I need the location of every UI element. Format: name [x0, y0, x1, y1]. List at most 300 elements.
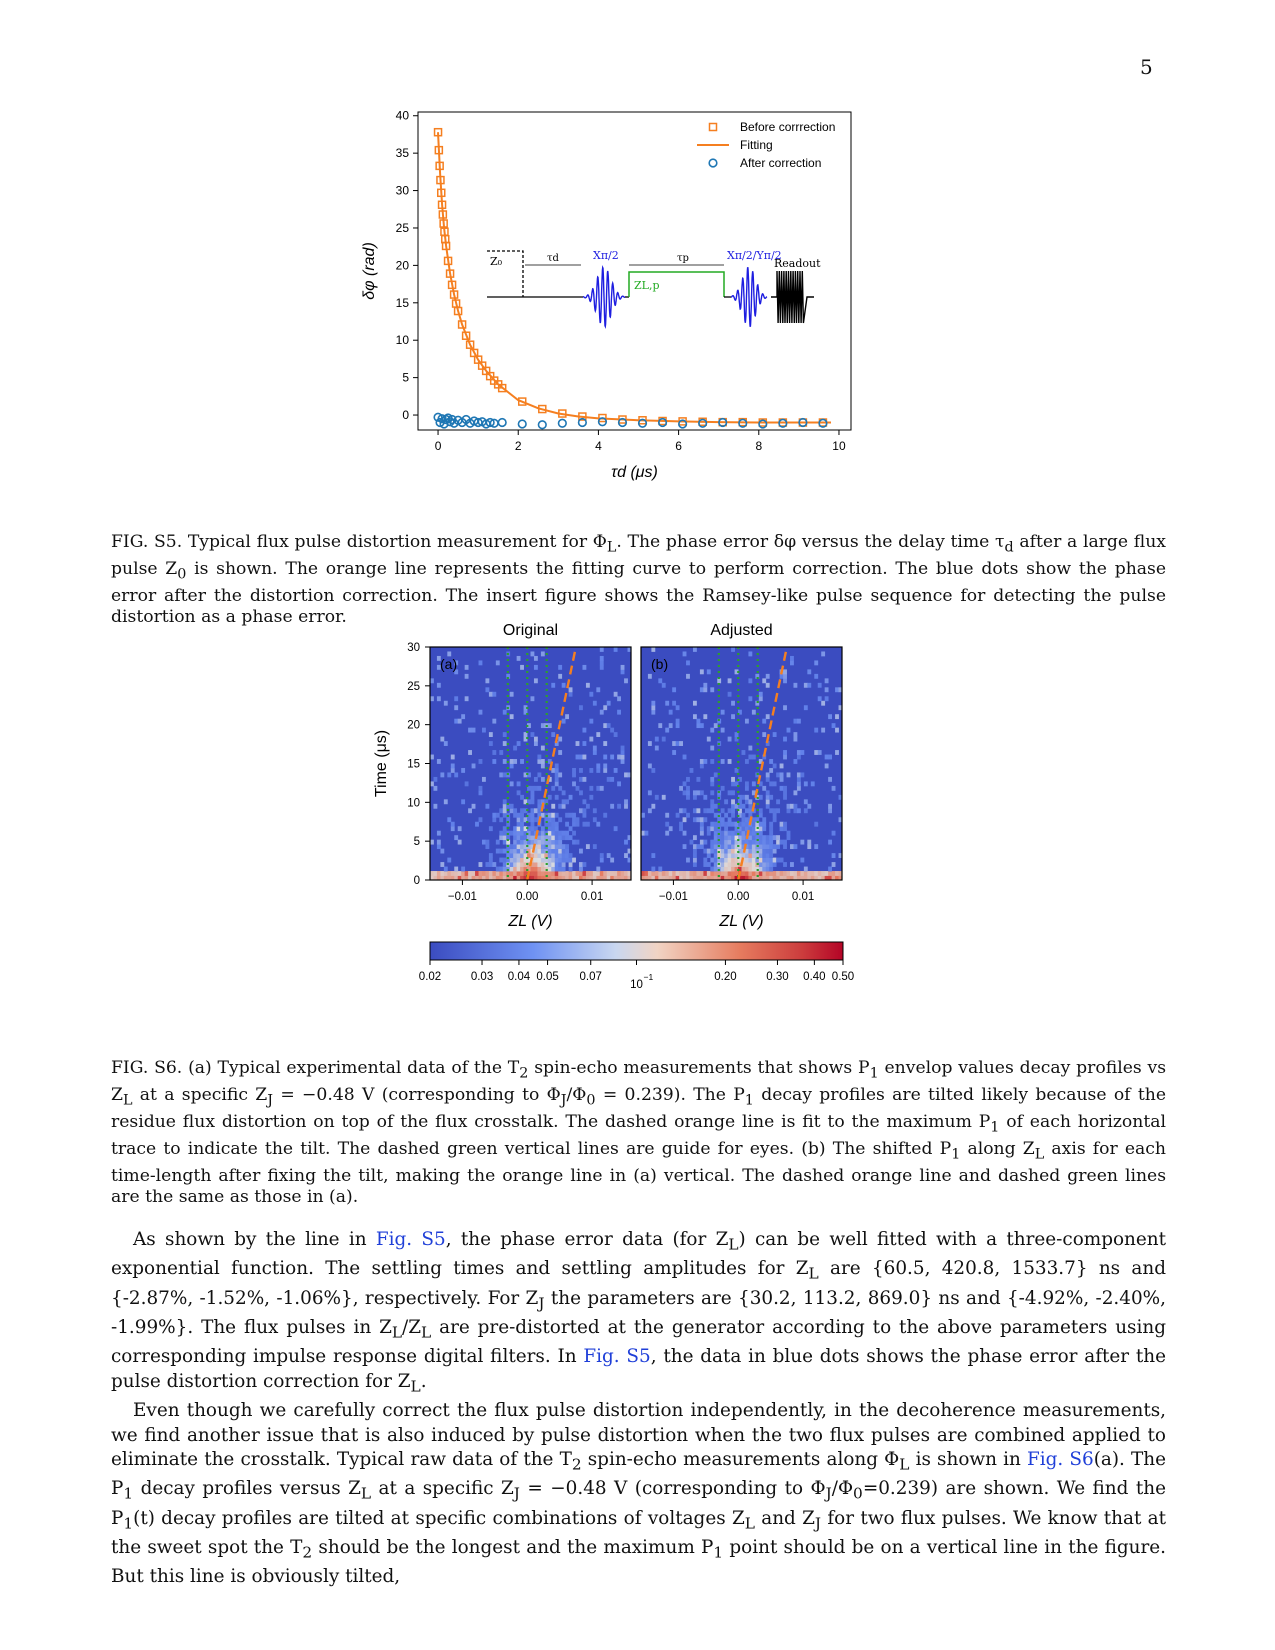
s6-heatmap-cell: [707, 826, 711, 831]
s6-panel-title: Original: [502, 622, 559, 639]
s6-heatmap-cell: [773, 808, 777, 813]
s6-heatmap-cell: [579, 862, 583, 867]
s6-heatmap-cell: [721, 835, 725, 840]
s6-heatmap-cell: [700, 723, 704, 728]
s6-heatmap-cell: [703, 849, 707, 854]
s6-heatmap-cell: [731, 835, 735, 840]
s6-heatmap-cell: [537, 849, 541, 854]
s6-heatmap-cell: [513, 862, 517, 867]
s6-heatmap-cell: [776, 844, 780, 849]
s6-heatmap-cell: [759, 867, 763, 872]
s6-heatmap-cell: [610, 858, 614, 863]
s6-heatmap-cell: [665, 701, 669, 706]
s6-heatmap-cell: [541, 844, 545, 849]
s6-cbar-tick-label: 0.04: [507, 971, 531, 983]
s6-heatmap-cell: [683, 844, 687, 849]
s6-heatmap-cell: [742, 817, 746, 822]
s6-heatmap-cell: [517, 790, 521, 795]
s6-heatmap-cell: [433, 777, 437, 782]
s6-heatmap-cell: [662, 871, 666, 876]
s6-heatmap-cell: [558, 835, 562, 840]
s6-heatmap-cell: [728, 759, 732, 764]
s6-heatmap-cell: [503, 804, 507, 809]
s6-heatmap-cell: [731, 813, 735, 818]
s6-heatmap-cell: [835, 871, 839, 876]
s6-heatmap-cell: [818, 750, 822, 755]
s6-heatmap-cell: [693, 871, 697, 876]
s6-heatmap-cell: [548, 795, 552, 800]
s6-heatmap-cell: [451, 826, 455, 831]
s6-heatmap-cell: [832, 853, 836, 858]
s6-heatmap-cell: [531, 808, 535, 813]
s6-heatmap-cell: [703, 871, 707, 876]
s6-heatmap-cell: [582, 871, 586, 876]
s6-heatmap-cell: [569, 862, 573, 867]
s6-heatmap-cell: [510, 781, 514, 786]
s6-heatmap-cell: [548, 822, 552, 827]
s6-heatmap-cell: [558, 665, 562, 670]
s6-heatmap-cell: [558, 786, 562, 791]
s6-heatmap-cell: [696, 871, 700, 876]
s6-heatmap-cell: [548, 826, 552, 831]
s6-heatmap-cell: [721, 817, 725, 822]
s6-heatmap-cell: [807, 804, 811, 809]
s6-heatmap-cell: [728, 790, 732, 795]
s6-heatmap-cell: [787, 871, 791, 876]
s6-heatmap-cell: [686, 786, 690, 791]
s6-heatmap-cell: [589, 871, 593, 876]
s6-heatmap-cell: [555, 764, 559, 769]
s6-heatmap-cell: [783, 678, 787, 683]
fig-s5-link[interactable]: Fig. S5: [583, 1346, 651, 1368]
s6-heatmap-cell: [572, 813, 576, 818]
s6-heatmap-cell: [728, 808, 732, 813]
inset-tp: τp: [677, 253, 689, 264]
s6-heatmap-cell: [555, 844, 559, 849]
s5-ytick-label: 15: [395, 295, 409, 310]
s6-heatmap-cell: [565, 813, 569, 818]
s6-heatmap-cell: [520, 853, 524, 858]
s6-heatmap-cell: [503, 799, 507, 804]
s6-heatmap-cell: [520, 813, 524, 818]
s6-heatmap-cell: [472, 871, 476, 876]
s6-heatmap-cell: [551, 831, 555, 836]
s6-heatmap-cell: [769, 826, 773, 831]
s6-heatmap-cell: [700, 822, 704, 827]
s6-heatmap-cell: [513, 840, 517, 845]
s6-heatmap-cell: [520, 862, 524, 867]
s6-heatmap-cell: [621, 746, 625, 751]
s6-heatmap-cell: [679, 826, 683, 831]
s6-heatmap-cell: [513, 808, 517, 813]
s6-heatmap-cell: [731, 844, 735, 849]
s6-heatmap-cell: [555, 822, 559, 827]
s6-heatmap-cell: [703, 808, 707, 813]
s6-heatmap-cell: [520, 871, 524, 876]
s6-heatmap-cell: [579, 849, 583, 854]
s6-heatmap-cell: [548, 858, 552, 863]
s6-heatmap-cell: [437, 759, 441, 764]
s6-heatmap-cell: [499, 808, 503, 813]
s6-heatmap-cell: [773, 781, 777, 786]
s6-heatmap-cell: [790, 656, 794, 661]
s6-heatmap-cell: [485, 678, 489, 683]
s6-heatmap-cell: [517, 741, 521, 746]
s6-heatmap-cell: [551, 826, 555, 831]
s6-heatmap-cell: [569, 813, 573, 818]
s6-heatmap-cell: [651, 705, 655, 710]
s6-heatmap-cell: [479, 710, 483, 715]
s6-heatmap-cell: [787, 835, 791, 840]
s6-heatmap-cell: [762, 678, 766, 683]
s6-heatmap-cell: [773, 732, 777, 737]
s6-heatmap-cell: [821, 651, 825, 656]
s6-heatmap-cell: [731, 862, 735, 867]
s6-heatmap-cell: [662, 683, 666, 688]
s6-heatmap-cell: [745, 817, 749, 822]
s6-heatmap-cell: [603, 755, 607, 760]
s6-heatmap-cell: [440, 862, 444, 867]
s6-heatmap-cell: [489, 858, 493, 863]
s6-heatmap-cell: [748, 804, 752, 809]
s6-heatmap-cell: [513, 746, 517, 751]
s6-heatmap-cell: [662, 737, 666, 742]
s6-cbar-tick-label: 0.02: [418, 971, 442, 983]
s6-heatmap-cell: [558, 844, 562, 849]
s6-heatmap-cell: [475, 871, 479, 876]
s6-heatmap-cell: [710, 822, 714, 827]
s6-heatmap-cell: [617, 871, 621, 876]
s6-heatmap-cell: [624, 799, 628, 804]
s6-heatmap-cell: [534, 777, 538, 782]
s6-heatmap-cell: [783, 795, 787, 800]
s6-heatmap-cell: [492, 862, 496, 867]
s6-heatmap-cell: [589, 737, 593, 742]
s6-heatmap-cell: [703, 714, 707, 719]
s6-heatmap-cell: [748, 871, 752, 876]
s6-cbar-exponent: −1: [643, 972, 654, 982]
s6-heatmap-cell: [472, 764, 476, 769]
s6-heatmap-cell: [555, 781, 559, 786]
s6-heatmap-cell: [766, 862, 770, 867]
s6-heatmap-cell: [531, 822, 535, 827]
s6-heatmap-cell: [676, 871, 680, 876]
s6-heatmap-cell: [672, 701, 676, 706]
s6-heatmap-cell: [582, 741, 586, 746]
s6-heatmap-cell: [603, 764, 607, 769]
s5-legend-fit: Fitting: [740, 138, 773, 152]
s6-heatmap-cell: [555, 867, 559, 872]
s6-heatmap-cell: [534, 871, 538, 876]
s6-heatmap-cell: [558, 817, 562, 822]
s6-heatmap-cell: [562, 719, 566, 724]
s6-xlabel: ZL (V): [508, 913, 553, 930]
fig-s6-link[interactable]: Fig. S6: [1027, 1449, 1094, 1471]
s6-heatmap-cell: [451, 822, 455, 827]
s6-heatmap-cell: [703, 862, 707, 867]
s6-heatmap-cell: [728, 844, 732, 849]
s6-heatmap-cell: [748, 678, 752, 683]
s6-heatmap-cell: [769, 808, 773, 813]
s6-heatmap-cell: [531, 696, 535, 701]
s6-heatmap-cell: [565, 858, 569, 863]
s6-xlabel: ZL (V): [719, 913, 764, 930]
s6-heatmap-cell: [710, 687, 714, 692]
s6-heatmap-cell: [548, 831, 552, 836]
s6-heatmap-cell: [503, 710, 507, 715]
s6-heatmap-cell: [710, 808, 714, 813]
s6-heatmap-cell: [710, 728, 714, 733]
s6-heatmap-cell: [607, 777, 611, 782]
s6-heatmap-cell: [769, 867, 773, 872]
s6-heatmap-cell: [825, 764, 829, 769]
s6-heatmap-cell: [600, 656, 604, 661]
s6-heatmap-cell: [811, 871, 815, 876]
s6-heatmap-cell: [766, 799, 770, 804]
s6-heatmap-cell: [742, 795, 746, 800]
fig-s5-chart: [360, 100, 880, 500]
s6-heatmap-cell: [769, 822, 773, 827]
s6-heatmap-cell: [451, 755, 455, 760]
s6-heatmap-cell: [444, 741, 448, 746]
s6-heatmap-cell: [766, 853, 770, 858]
s6-heatmap-cell: [714, 804, 718, 809]
s6-heatmap-cell: [555, 772, 559, 777]
s6-heatmap-cell: [468, 808, 472, 813]
s6-heatmap-cell: [531, 871, 535, 876]
s6-heatmap-cell: [551, 835, 555, 840]
s6-heatmap-cell: [614, 826, 618, 831]
s6-heatmap-cell: [565, 849, 569, 854]
s6-heatmap-cell: [555, 831, 559, 836]
s6-heatmap-cell: [676, 741, 680, 746]
s6-heatmap-cell: [696, 808, 700, 813]
s6-heatmap-cell: [787, 804, 791, 809]
s6-heatmap-cell: [551, 844, 555, 849]
s6-heatmap-cell: [696, 844, 700, 849]
s6-heatmap-cell: [800, 750, 804, 755]
s6-cbar-tick-label: 0.03: [470, 971, 494, 983]
s6-heatmap-cell: [534, 656, 538, 661]
s6-heatmap-cell: [748, 862, 752, 867]
s6-heatmap-cell: [832, 871, 836, 876]
s6-heatmap-cell: [797, 781, 801, 786]
s6-heatmap-cell: [814, 871, 818, 876]
s6-heatmap-cell: [714, 723, 718, 728]
s6-heatmap-cell: [724, 853, 728, 858]
s6-heatmap-cell: [724, 840, 728, 845]
s6-heatmap-cell: [762, 817, 766, 822]
s6-heatmap-cell: [759, 822, 763, 827]
s6-heatmap-cell: [728, 862, 732, 867]
s6-heatmap-cell: [724, 862, 728, 867]
s6-heatmap-cell: [551, 849, 555, 854]
s6-panel-title: Adjusted: [710, 622, 773, 639]
s6-heatmap-cell: [700, 831, 704, 836]
s6-heatmap-cell: [724, 871, 728, 876]
s6-heatmap-cell: [537, 835, 541, 840]
s6-heatmap-cell: [586, 871, 590, 876]
s6-heatmap-cell: [548, 817, 552, 822]
s6-heatmap-cell: [503, 732, 507, 737]
s6-heatmap-cell: [683, 651, 687, 656]
s6-heatmap-cell: [745, 808, 749, 813]
s6-heatmap-cell: [651, 804, 655, 809]
s6-heatmap-cell: [600, 710, 604, 715]
s6-heatmap-cell: [534, 737, 538, 742]
s6-heatmap-cell: [572, 858, 576, 863]
s5-xtick-label: 2: [514, 439, 522, 453]
s6-heatmap-cell: [696, 719, 700, 724]
s6-heatmap-cell: [517, 858, 521, 863]
s6-heatmap-cell: [579, 867, 583, 872]
s6-heatmap-cell: [766, 849, 770, 854]
s6-heatmap-cell: [485, 844, 489, 849]
s6-heatmap-cell: [780, 772, 784, 777]
s6-heatmap-cell: [458, 719, 462, 724]
s6-heatmap-cell: [461, 714, 465, 719]
s6-heatmap-cell: [648, 674, 652, 679]
s6-heatmap-cell: [759, 849, 763, 854]
s6-heatmap-cell: [707, 737, 711, 742]
s6-heatmap-cell: [485, 804, 489, 809]
s6-heatmap-cell: [773, 817, 777, 822]
s6-heatmap-cell: [579, 808, 583, 813]
s6-heatmap-cell: [825, 755, 829, 760]
s6-heatmap-cell: [444, 867, 448, 872]
s6-colorbar: [430, 942, 843, 960]
s6-heatmap-cell: [721, 759, 725, 764]
s6-heatmap-cell: [783, 862, 787, 867]
s6-heatmap-cell: [437, 840, 441, 845]
s6-heatmap-cell: [752, 781, 756, 786]
s6-heatmap-cell: [773, 862, 777, 867]
s6-heatmap-cell: [472, 728, 476, 733]
s6-heatmap-cell: [776, 858, 780, 863]
s6-heatmap-cell: [762, 853, 766, 858]
s6-heatmap-cell: [728, 840, 732, 845]
s6-heatmap-cell: [651, 768, 655, 773]
s6-heatmap-cell: [690, 768, 694, 773]
s6-heatmap-cell: [513, 831, 517, 836]
s6-heatmap-cell: [686, 660, 690, 665]
s6-heatmap-cell: [780, 777, 784, 782]
s6-heatmap-cell: [572, 768, 576, 773]
s6-heatmap-cell: [804, 808, 808, 813]
s6-heatmap-cell: [766, 683, 770, 688]
s6-heatmap-cell: [520, 817, 524, 822]
s6-heatmap-cell: [710, 746, 714, 751]
s6-heatmap-cell: [773, 871, 777, 876]
s6-heatmap-cell: [714, 835, 718, 840]
s6-heatmap-cell: [693, 835, 697, 840]
s6-heatmap-cell: [835, 750, 839, 755]
s6-heatmap-cell: [769, 795, 773, 800]
s6-heatmap-cell: [582, 728, 586, 733]
fig-s5-caption: FIG. S5. Typical flux pulse distortion measurement for $\Phi_L$. The phase error δφ versus the delay time $\tau_d$ after a large flux pulse $Z_0$ is shown. The orange line represents the fitting curve to perform correction. The blue dots show the phase error after the distortion correction. The insert figure shows the Ramsey-like pulse sequence for detecting the pulse distortion as a phase error.: [111, 532, 1167, 628]
s6-heatmap-cell: [513, 853, 517, 858]
s6-heatmap-cell: [710, 777, 714, 782]
s6-heatmap-cell: [593, 871, 597, 876]
s6-heatmap-cell: [517, 826, 521, 831]
s6-heatmap-cell: [551, 813, 555, 818]
s6-heatmap-cell: [759, 858, 763, 863]
s6-heatmap-cell: [742, 853, 746, 858]
s6-heatmap-cell: [776, 840, 780, 845]
s6-heatmap-cell: [503, 867, 507, 872]
s6-heatmap-cell: [541, 853, 545, 858]
s6-heatmap-cell: [440, 737, 444, 742]
s6-heatmap-cell: [773, 858, 777, 863]
s6-heatmap-cell: [651, 701, 655, 706]
s6-heatmap-cell: [541, 746, 545, 751]
s6-heatmap-cell: [783, 822, 787, 827]
s6-heatmap-cell: [825, 871, 829, 876]
s6-heatmap-cell: [569, 867, 573, 872]
s6-heatmap-cell: [548, 840, 552, 845]
s6-heatmap-cell: [531, 732, 535, 737]
s6-heatmap-cell: [472, 804, 476, 809]
s6-heatmap-cell: [562, 849, 566, 854]
s6-heatmap-cell: [513, 844, 517, 849]
s6-ytick-label: 20: [407, 719, 420, 732]
s5-xtick-label: 10: [832, 439, 846, 453]
s6-heatmap-cell: [700, 790, 704, 795]
s6-heatmap-cell: [793, 808, 797, 813]
s6-heatmap-cell: [503, 813, 507, 818]
s6-heatmap-cell: [669, 723, 673, 728]
s6-heatmap-cell: [593, 817, 597, 822]
s6-heatmap-cell: [828, 840, 832, 845]
s6-heatmap-cell: [745, 759, 749, 764]
s6-heatmap-cell: [576, 786, 580, 791]
s6-heatmap-cell: [648, 764, 652, 769]
s6-heatmap-cell: [579, 705, 583, 710]
s6-heatmap-cell: [510, 862, 514, 867]
s6-heatmap-cell: [562, 867, 566, 872]
fig-s5-link[interactable]: Fig. S5: [375, 1229, 446, 1250]
s6-heatmap-cell: [818, 696, 822, 701]
s6-heatmap-cell: [541, 777, 545, 782]
s6-heatmap-cell: [510, 844, 514, 849]
s6-heatmap-cell: [610, 871, 614, 876]
s6-heatmap-cell: [769, 844, 773, 849]
s6-heatmap-cell: [828, 777, 832, 782]
s6-heatmap-cell: [531, 831, 535, 836]
s6-heatmap-cell: [579, 755, 583, 760]
s6-heatmap-cell: [714, 831, 718, 836]
s6-heatmap-cell: [582, 799, 586, 804]
s6-heatmap-cell: [762, 835, 766, 840]
s5-legend-before: Before corrrection: [740, 120, 836, 134]
s6-heatmap-cell: [714, 871, 718, 876]
s6-heatmap-cell: [683, 817, 687, 822]
s6-heatmap-cell: [437, 871, 441, 876]
s6-heatmap-cell: [752, 710, 756, 715]
s6-heatmap-cell: [769, 759, 773, 764]
s6-heatmap-cell: [513, 813, 517, 818]
s6-heatmap-cell: [603, 768, 607, 773]
s6-heatmap-cell: [503, 835, 507, 840]
s6-heatmap-cell: [600, 871, 604, 876]
s6-heatmap-cell: [769, 849, 773, 854]
s6-heatmap-cell: [748, 849, 752, 854]
s6-heatmap-cell: [537, 853, 541, 858]
s6-ytick-label: 30: [407, 642, 420, 654]
s6-heatmap-cell: [814, 660, 818, 665]
s6-heatmap-cell: [531, 795, 535, 800]
s6-heatmap-cell: [728, 822, 732, 827]
